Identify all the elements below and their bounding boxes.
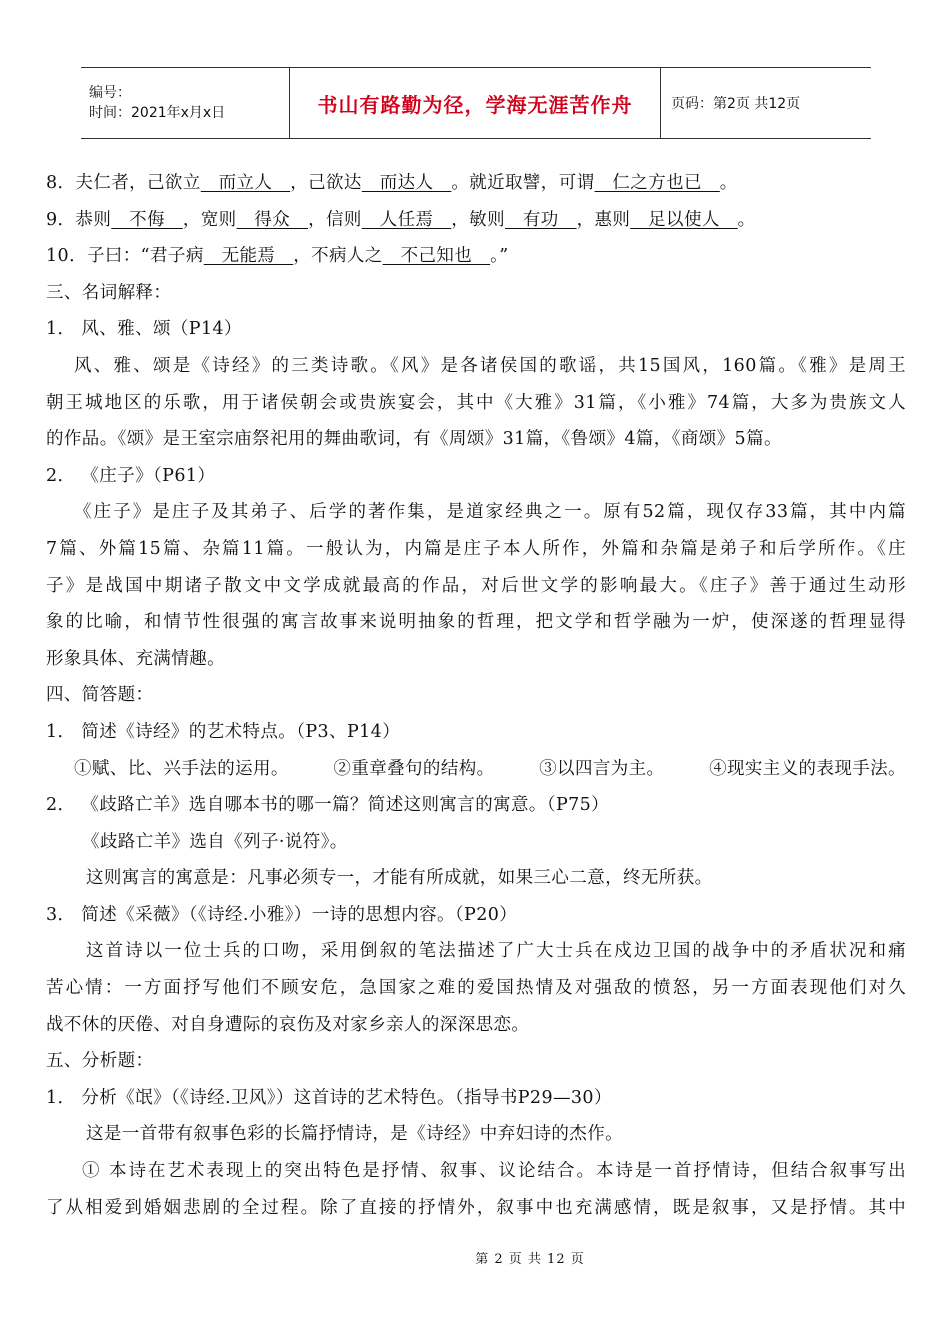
short-answer-3-title: 3． 简述《采薇》（《诗经.小雅》）一诗的思想内容。（P20） [46, 904, 518, 925]
term-2-text: 象的比喻，和情节性很强的寓言故事来说明抽象的哲理，把文学和哲学融为一炉，使深遂的哲理显得 [46, 612, 906, 633]
term-2-text: 《庄子》是庄子及其弟子、后学的著作集，是道家经典之一。原有52篇，现仅存33篇，其中内篇 [74, 502, 906, 523]
short-answer-3-text: 战不休的厌倦、对自身遭际的哀伤及对家乡亲人的深深思恋。 [46, 1014, 530, 1035]
point-4: ④现实主义的表现手法。 [709, 758, 906, 779]
fill-question-8: 8．夫仁者，己欲立 而立人 ，己欲达 而达人 。就近取譬，可谓 仁之方也已 。 [46, 173, 738, 193]
short-answer-3-text: 这首诗以一位士兵的口吻，采用倒叙的笔法描述了广大士兵在戍边卫国的战争中的矛盾状况和痛 [86, 941, 906, 962]
term-2-text: 形象具体、充满情趣。 [46, 648, 225, 669]
term-2-title: 2． 《庄子》（P61） [46, 465, 216, 486]
term-2-text: 7篇、外篇15篇、杂篇11篇。一般认为，内篇是庄子本人所作，外篇和杂篇是弟子和后学所作。《庄 [46, 538, 906, 559]
term-2-text: 子》是战国中期诸子散文中文学成就最高的作品，对后世文学的影响最大。《庄子》善于通过生动形 [46, 575, 906, 596]
header-meta [81, 68, 290, 138]
time-label: 时间：2021年x月x日 [89, 105, 226, 121]
answer-blank: 无能焉 [203, 246, 294, 267]
fill-question-9: 9．恭则 不侮 ，宽则 得众 ，信则 人任焉 ，敏则 有功 ，惠则 足以使人 。 [46, 209, 756, 230]
short-answer-2-text: 这则寓言的寓意是：凡事必须专一，才能有所成就，如果三心二意，终无所获。 [86, 868, 713, 889]
page-footer [0, 1248, 950, 1267]
section-4-heading: 四、简答题： [46, 685, 154, 706]
answer-blank: 而达人 [361, 173, 452, 193]
point-3: ③以四言为主。 [539, 758, 665, 779]
header-motto: 书山有路勤为径，学海无涯苦作舟 [290, 68, 661, 138]
number-label: 编号： [89, 85, 131, 101]
point-1: ①赋、比、兴手法的运用。 [74, 758, 289, 779]
term-1-text: 的作品。《颂》是王室宗庙祭祀用的舞曲歌词，有《周颂》31篇，《鲁颂》4篇，《商颂》5篇。 [46, 429, 782, 450]
short-answer-2-text: 《歧路亡羊》选自《列子·说符》。 [82, 831, 348, 852]
answer-blank: 不侮 [111, 209, 183, 230]
term-1-title: 1． 风、雅、颂（P14） [46, 319, 242, 340]
analysis-1-text: ① 本诗在艺术表现上的突出特色是抒情、叙事、议论结合。本诗是一首抒情诗，但结合叙事写出 [82, 1161, 906, 1182]
analysis-1-text: 了从相爱到婚姻悲剧的全过程。除了直接的抒情外，叙事中也充满感情，既是叙事，又是抒情。其中 [46, 1197, 906, 1218]
answer-blank: 而立人 [200, 173, 291, 193]
section-3-heading: 三、名词解释： [46, 282, 172, 303]
answer-blank: 有功 [504, 209, 577, 230]
answer-blank: 得众 [236, 209, 309, 230]
term-1-text: 朝王城地区的乐歌，用于诸侯朝会或贵族宴会，其中《大雅》31篇，《小雅》74篇，大多为贵族文人 [46, 392, 906, 413]
analysis-1-intro: 这是一首带有叙事色彩的长篇抒情诗，是《诗经》中弃妇诗的杰作。 [86, 1124, 623, 1145]
page-header [81, 67, 871, 139]
answer-blank: 仁之方也已 [594, 173, 720, 193]
answer-blank: 足以使人 [630, 209, 738, 230]
short-answer-1-title: 1． 简述《诗经》的艺术特点。（P3、P14） [46, 721, 401, 742]
document-body [46, 165, 906, 1226]
answer-blank: 不己知也 [382, 246, 491, 267]
short-answer-3-text: 苦心情：一方面抒写他们不顾安危，急国家之难的爱国热情及对强敌的愤怒，另一方面表现他们对久 [46, 978, 906, 999]
answer-blank: 人任焉 [361, 209, 452, 230]
header-page-label: 页码：第2页 共12页 [671, 96, 801, 112]
short-answer-1-points [46, 751, 906, 788]
section-5-heading: 五、分析题： [46, 1051, 154, 1072]
analysis-1-title: 1． 分析《氓》（《诗经.卫风》）这首诗的艺术特色。（指导书P29—30） [46, 1087, 612, 1108]
point-2: ②重章叠句的结构。 [333, 758, 495, 779]
short-answer-2-title: 2． 《歧路亡羊》选自哪本书的哪一篇？简述这则寓言的寓意。（P75） [46, 795, 610, 816]
fill-question-10: 10．子曰：“君子病 无能焉 ，不病人之 不己知也 。” [46, 246, 509, 267]
footer-page-number: 第 2 页 共 12 页 [475, 1252, 585, 1267]
term-1-text: 风、雅、颂是《诗经》的三类诗歌。《风》是各诸侯国的歌谣，共15国风，160篇。《雅》是周王 [74, 355, 906, 376]
